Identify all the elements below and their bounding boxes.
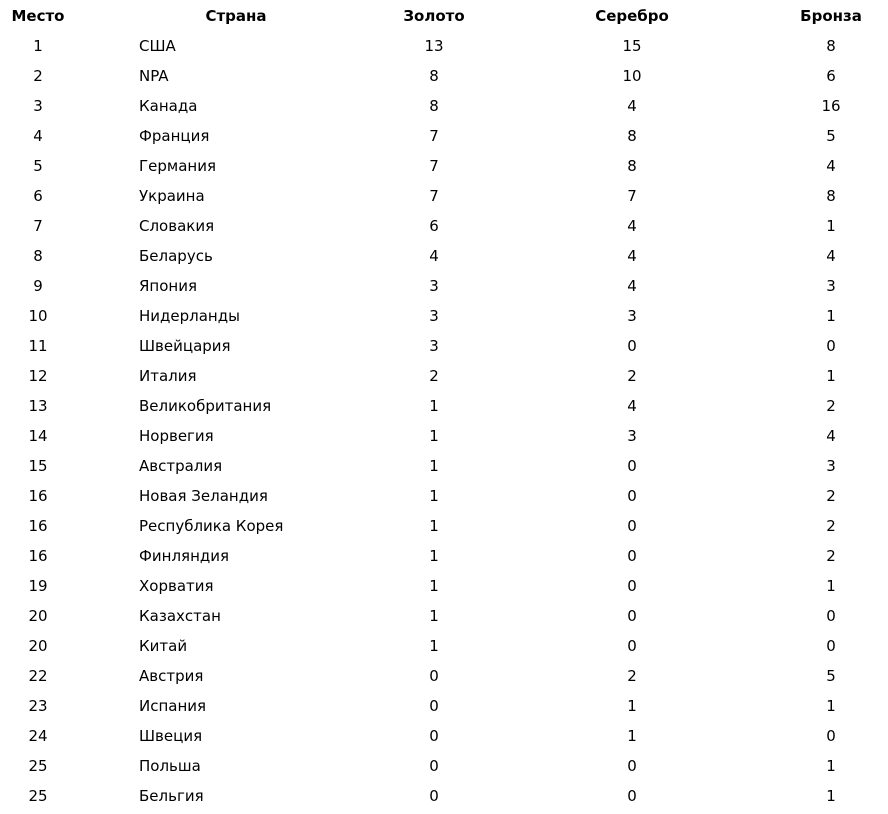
- table-row: [0, 304, 888, 334]
- cell-silver: 0: [627, 457, 637, 475]
- cell-silver: 1: [627, 727, 637, 745]
- table-row: [0, 214, 888, 244]
- cell-silver: 2: [627, 367, 637, 385]
- cell-bronze: 4: [826, 427, 836, 445]
- cell-silver: 7: [627, 187, 637, 205]
- cell-silver: 4: [627, 397, 637, 415]
- cell-gold: 3: [429, 307, 439, 325]
- cell-silver: 15: [622, 37, 642, 55]
- cell-country: Норвегия: [139, 427, 214, 445]
- cell-gold: 0: [429, 667, 439, 685]
- cell-bronze: 0: [826, 637, 836, 655]
- cell-gold: 7: [429, 187, 439, 205]
- cell-gold: 8: [429, 97, 439, 115]
- cell-place: 25: [28, 787, 48, 805]
- cell-country: США: [139, 37, 176, 55]
- cell-silver: 0: [627, 757, 637, 775]
- table-row: [0, 544, 888, 574]
- cell-place: 19: [28, 577, 48, 595]
- cell-gold: 1: [429, 427, 439, 445]
- cell-country: Польша: [139, 757, 201, 775]
- cell-bronze: 1: [826, 367, 836, 385]
- table-row: [0, 94, 888, 124]
- cell-silver: 8: [627, 127, 637, 145]
- cell-gold: 8: [429, 67, 439, 85]
- cell-gold: 1: [429, 577, 439, 595]
- table-row: [0, 34, 888, 64]
- cell-silver: 0: [627, 517, 637, 535]
- cell-country: Швеция: [139, 727, 203, 745]
- cell-silver: 2: [627, 667, 637, 685]
- cell-place: 2: [33, 67, 43, 85]
- cell-gold: 0: [429, 757, 439, 775]
- cell-bronze: 2: [826, 547, 836, 565]
- cell-bronze: 1: [826, 307, 836, 325]
- table-row: [0, 244, 888, 274]
- cell-country: NPA: [139, 67, 169, 85]
- table-row: [0, 634, 888, 664]
- cell-silver: 0: [627, 487, 637, 505]
- cell-country: Нидерланды: [139, 307, 240, 325]
- cell-place: 16: [28, 517, 48, 535]
- cell-country: Бельгия: [139, 787, 204, 805]
- cell-place: 15: [28, 457, 48, 475]
- cell-bronze: 16: [821, 97, 841, 115]
- cell-gold: 13: [424, 37, 444, 55]
- cell-country: Украина: [139, 187, 205, 205]
- cell-gold: 6: [429, 217, 439, 235]
- medal-table: [0, 4, 888, 814]
- cell-place: 25: [28, 757, 48, 775]
- cell-silver: 0: [627, 607, 637, 625]
- cell-country: Канада: [139, 97, 198, 115]
- cell-country: Словакия: [139, 217, 215, 235]
- cell-place: 5: [33, 157, 43, 175]
- table-row: [0, 64, 888, 94]
- cell-silver: 1: [627, 697, 637, 715]
- header-gold: Золото: [403, 7, 465, 25]
- cell-gold: 1: [429, 637, 439, 655]
- cell-bronze: 5: [826, 667, 836, 685]
- table-row: [0, 574, 888, 604]
- cell-place: 10: [28, 307, 48, 325]
- table-row: [0, 424, 888, 454]
- table-header-row: [0, 4, 888, 34]
- cell-gold: 7: [429, 157, 439, 175]
- cell-gold: 3: [429, 277, 439, 295]
- cell-silver: 4: [627, 97, 637, 115]
- cell-place: 11: [28, 337, 48, 355]
- cell-gold: 7: [429, 127, 439, 145]
- cell-gold: 4: [429, 247, 439, 265]
- cell-country: Япония: [139, 277, 197, 295]
- cell-place: 20: [28, 607, 48, 625]
- cell-place: 4: [33, 127, 43, 145]
- table-row: [0, 604, 888, 634]
- cell-bronze: 0: [826, 727, 836, 745]
- cell-silver: 0: [627, 787, 637, 805]
- table-row: [0, 274, 888, 304]
- header-bronze: Бронза: [800, 7, 862, 25]
- cell-country: Беларусь: [139, 247, 213, 265]
- cell-country: Австралия: [139, 457, 223, 475]
- header-place: Место: [11, 7, 65, 25]
- table-row: [0, 784, 888, 814]
- cell-silver: 0: [627, 637, 637, 655]
- cell-bronze: 0: [826, 337, 836, 355]
- cell-country: Хорватия: [139, 577, 214, 595]
- cell-silver: 3: [627, 307, 637, 325]
- cell-country: Казахстан: [139, 607, 221, 625]
- cell-gold: 3: [429, 337, 439, 355]
- table-row: [0, 514, 888, 544]
- cell-bronze: 1: [826, 697, 836, 715]
- cell-place: 13: [28, 397, 48, 415]
- cell-place: 8: [33, 247, 43, 265]
- table-row: [0, 364, 888, 394]
- cell-country: Великобритания: [139, 397, 272, 415]
- cell-bronze: 3: [826, 457, 836, 475]
- cell-country: Швейцария: [139, 337, 231, 355]
- cell-silver: 4: [627, 277, 637, 295]
- cell-place: 14: [28, 427, 48, 445]
- header-country: Страна: [205, 7, 267, 25]
- cell-bronze: 6: [826, 67, 836, 85]
- cell-bronze: 3: [826, 277, 836, 295]
- table-row: [0, 664, 888, 694]
- cell-place: 22: [28, 667, 48, 685]
- cell-silver: 8: [627, 157, 637, 175]
- table-row: [0, 334, 888, 364]
- cell-silver: 3: [627, 427, 637, 445]
- cell-silver: 0: [627, 547, 637, 565]
- cell-gold: 0: [429, 727, 439, 745]
- cell-gold: 1: [429, 547, 439, 565]
- table-row: [0, 724, 888, 754]
- cell-bronze: 1: [826, 217, 836, 235]
- cell-silver: 10: [622, 67, 642, 85]
- cell-place: 6: [33, 187, 43, 205]
- cell-country: Германия: [139, 157, 216, 175]
- cell-bronze: 5: [826, 127, 836, 145]
- cell-bronze: 1: [826, 787, 836, 805]
- cell-place: 16: [28, 487, 48, 505]
- cell-bronze: 1: [826, 577, 836, 595]
- cell-silver: 4: [627, 247, 637, 265]
- cell-country: Финляндия: [139, 547, 230, 565]
- table-row: [0, 394, 888, 424]
- cell-bronze: 4: [826, 247, 836, 265]
- cell-silver: 0: [627, 337, 637, 355]
- table-body: [0, 34, 888, 814]
- table-row: [0, 124, 888, 154]
- cell-country: Италия: [139, 367, 197, 385]
- table-row: [0, 484, 888, 514]
- cell-bronze: 8: [826, 37, 836, 55]
- cell-bronze: 2: [826, 517, 836, 535]
- cell-gold: 0: [429, 697, 439, 715]
- cell-place: 12: [28, 367, 48, 385]
- cell-country: Новая Зеландия: [139, 487, 268, 505]
- cell-country: Франция: [139, 127, 210, 145]
- cell-country: Испания: [139, 697, 207, 715]
- table-row: [0, 154, 888, 184]
- table-row: [0, 184, 888, 214]
- cell-bronze: 8: [826, 187, 836, 205]
- table-row: [0, 754, 888, 784]
- header-silver: Серебро: [595, 7, 669, 25]
- cell-place: 7: [33, 217, 43, 235]
- cell-gold: 1: [429, 517, 439, 535]
- cell-gold: 1: [429, 607, 439, 625]
- cell-place: 24: [28, 727, 48, 745]
- cell-bronze: 0: [826, 607, 836, 625]
- cell-place: 23: [28, 697, 48, 715]
- cell-bronze: 2: [826, 487, 836, 505]
- cell-silver: 4: [627, 217, 637, 235]
- cell-bronze: 1: [826, 757, 836, 775]
- cell-country: Австрия: [139, 667, 204, 685]
- cell-place: 1: [33, 37, 43, 55]
- table-row: [0, 694, 888, 724]
- cell-place: 16: [28, 547, 48, 565]
- cell-place: 20: [28, 637, 48, 655]
- cell-gold: 1: [429, 397, 439, 415]
- cell-gold: 2: [429, 367, 439, 385]
- cell-silver: 0: [627, 577, 637, 595]
- cell-bronze: 4: [826, 157, 836, 175]
- cell-gold: 0: [429, 787, 439, 805]
- cell-gold: 1: [429, 487, 439, 505]
- cell-gold: 1: [429, 457, 439, 475]
- cell-country: Китай: [139, 637, 188, 655]
- cell-place: 9: [33, 277, 43, 295]
- cell-country: Республика Корея: [139, 517, 284, 535]
- table-row: [0, 454, 888, 484]
- cell-place: 3: [33, 97, 43, 115]
- cell-bronze: 2: [826, 397, 836, 415]
